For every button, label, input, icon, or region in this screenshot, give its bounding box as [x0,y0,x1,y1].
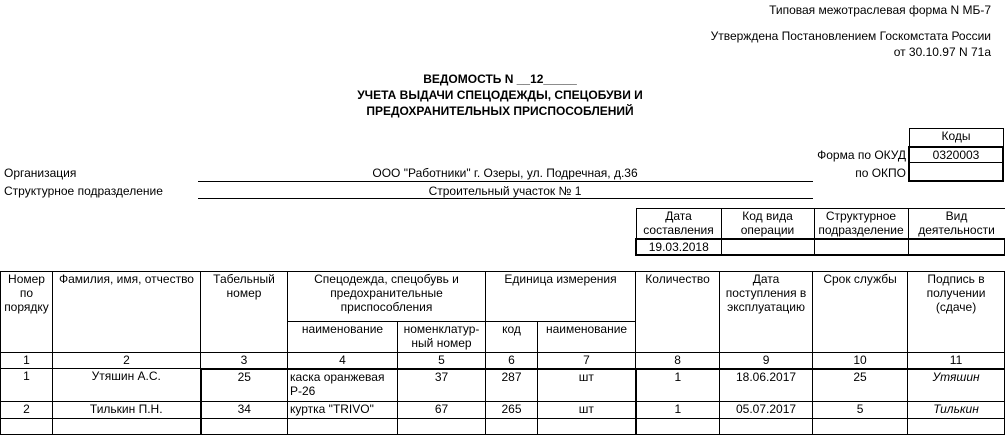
empty-cell [538,419,636,435]
row-fio: Утяшин А.С. [53,369,201,402]
header-date-in: Дата поступления в эксплуатацию [720,272,813,353]
empty-cell [720,419,813,435]
empty-cell [908,419,1005,435]
org-underline [198,181,813,182]
column-numbers-row [1,353,1005,369]
row-unit-name: шт [538,369,636,402]
doc-date-value: 19.03.2018 [636,239,721,255]
row-tab: 25 [201,369,288,402]
empty-cell [398,419,486,435]
doc-info-table [635,208,1005,256]
empty-cell [288,419,398,435]
row-item-name: куртка "TRIVO" [288,402,398,419]
header-code: код [486,322,538,353]
title-line-3: ПРЕДОХРАНИТЕЛЬНЫХ ПРИСПОСОБЛЕНИЙ [366,104,634,118]
header-num: Номер по порядку [1,272,53,353]
dept-label: Структурное подразделение [4,184,163,198]
approval-line-1: Утверждена Постановлением Госкомстата России [710,29,991,43]
row-item-name: каска оранжевая Р-26 [288,369,398,402]
col-number: 2 [53,353,201,369]
row-date: 05.07.2017 [720,402,813,419]
empty-cell [201,419,288,435]
empty-cell [53,419,201,435]
doc-activity-header: Вид деятельности [908,209,1005,239]
header-cloth-group: Спецодежда, спецобувь и предохранительные приспособления [288,272,486,322]
okpo-label: по ОКПО [855,166,906,180]
row-unit-code: 265 [486,402,538,419]
header-tab: Табельный номер [201,272,288,353]
col-number: 5 [398,353,486,369]
col-number: 9 [720,353,813,369]
col-number: 7 [538,353,636,369]
header-term: Срок службы [813,272,908,353]
codes-header: Коды [909,129,1003,147]
col-number: 3 [201,353,288,369]
col-number: 4 [288,353,398,369]
header-unit-name: наименование [538,322,636,353]
table-row-empty [1,419,1005,435]
empty-cell [486,419,538,435]
okud-label: Форма по ОКУД [817,148,906,162]
okud-value: 0320003 [909,147,1003,163]
row-nomen: 37 [398,369,486,402]
row-term: 5 [813,402,908,419]
header-fio: Фамилия, имя, отчество [53,272,201,353]
row-fio: Тилькин П.Н. [53,402,201,419]
doc-operation-value [721,239,814,255]
doc-date-header: Дата составления [636,209,721,239]
codes-table [908,128,1004,182]
okpo-value [909,163,1003,181]
form-type-label: Типовая межотраслевая форма N МБ-7 [769,3,991,17]
empty-cell [813,419,908,435]
row-tab: 34 [201,402,288,419]
col-number: 1 [1,353,53,369]
table-row [1,369,1005,402]
row-qty: 1 [636,402,720,419]
row-unit-name: шт [538,402,636,419]
header-sign: Подпись в получении (сдаче) [908,272,1005,353]
title-line-2: УЧЕТА ВЫДАЧИ СПЕЦОДЕЖДЫ, СПЕЦОБУВИ И [357,88,643,102]
header-name: наименование [288,322,398,353]
row-unit-code: 287 [486,369,538,402]
doc-operation-header: Код вида операции [721,209,814,239]
row-sign: Утяшин [908,369,1005,402]
issue-table [0,271,1005,435]
header-qty: Количество [636,272,720,353]
dept-value: Строительный участок № 1 [428,184,582,198]
row-term: 25 [813,369,908,402]
row-nomen: 67 [398,402,486,419]
col-number: 11 [908,353,1005,369]
doc-activity-value [908,239,1005,255]
row-date: 18.06.2017 [720,369,813,402]
org-value: ООО "Работники" г. Озеры, ул. Подречная, д.36 [372,166,638,180]
col-number: 8 [636,353,720,369]
row-num: 1 [1,369,53,402]
doc-dept-header: Структурное подразделение [814,209,908,239]
table-row [1,402,1005,419]
empty-cell [1,419,53,435]
approval-line-2: от 30.10.97 N 71а [893,45,991,59]
empty-cell [636,419,720,435]
title-line-1: ВЕДОМОСТЬ N __12_____ [423,72,577,86]
dept-underline [198,198,813,199]
org-label: Организация [4,166,77,180]
header-unit-group: Единица измерения [486,272,636,322]
header-nomen: номенклатур-ный номер [398,322,486,353]
row-sign: Тилькин [908,402,1005,419]
row-qty: 1 [636,369,720,402]
doc-dept-value [814,239,908,255]
col-number: 6 [486,353,538,369]
col-number: 10 [813,353,908,369]
row-num: 2 [1,402,53,419]
